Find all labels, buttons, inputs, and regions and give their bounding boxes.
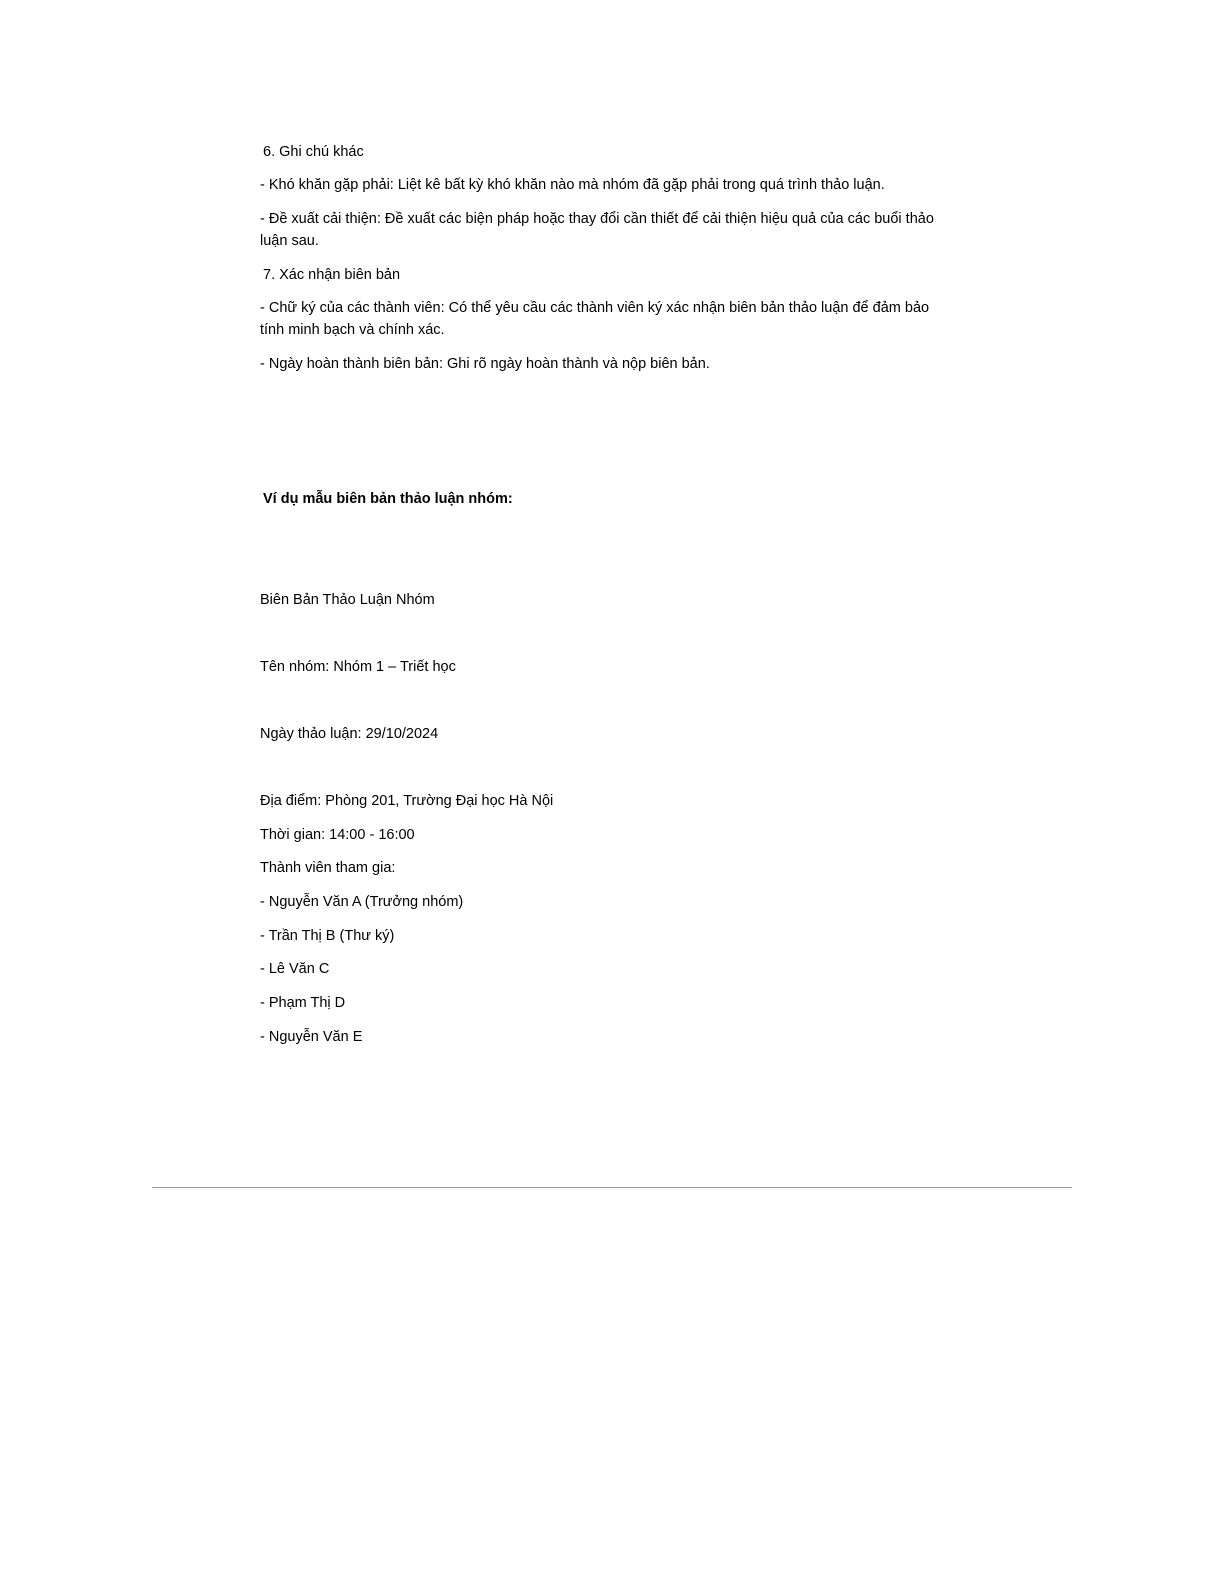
- signatures-item-line-2: tính minh bạch và chính xác.: [260, 322, 445, 338]
- member-item: - Nguyễn Văn E: [260, 1029, 363, 1045]
- member-item: - Nguyễn Văn A (Trưởng nhóm): [260, 894, 464, 910]
- improvements-item-line-2: luận sau.: [260, 233, 319, 249]
- members-label: Thành viên tham gia:: [260, 860, 396, 876]
- difficulties-item: - Khó khăn gặp phải: Liệt kê bất kỳ khó khăn nào mà nhóm đã gặp phải trong quá trình thảo luận.: [260, 177, 885, 193]
- group-name: Tên nhóm: Nhóm 1 – Triết học: [260, 659, 456, 675]
- signatures-item-line-1: - Chữ ký của các thành viên: Có thể yêu cầu các thành viên ký xác nhận biên bản thảo luận để đảm bảo: [260, 300, 930, 316]
- time-range: Thời gian: 14:00 - 16:00: [260, 827, 415, 843]
- completion-date-item: - Ngày hoàn thành biên bản: Ghi rõ ngày hoàn thành và nộp biên bản.: [260, 356, 710, 372]
- location: Địa điểm: Phòng 201, Trường Đại học Hà Nội: [260, 793, 554, 809]
- section-7-heading: 7. Xác nhận biên bản: [263, 267, 401, 283]
- page-divider: [152, 1187, 1072, 1188]
- section-6-heading: 6. Ghi chú khác: [263, 144, 364, 160]
- discussion-date: Ngày thảo luận: 29/10/2024: [260, 726, 439, 742]
- member-item: - Lê Văn C: [260, 961, 330, 977]
- improvements-item-line-1: - Đề xuất cải thiện: Đề xuất các biện pháp hoặc thay đổi cần thiết để cải thiện hiệu quả của các buổi thảo: [260, 211, 934, 227]
- minutes-title: Biên Bản Thảo Luận Nhóm: [260, 592, 435, 608]
- member-item: - Phạm Thị D: [260, 995, 346, 1011]
- example-heading: Ví dụ mẫu biên bản thảo luận nhóm:: [263, 491, 513, 507]
- member-item: - Trần Thị B (Thư ký): [260, 928, 395, 944]
